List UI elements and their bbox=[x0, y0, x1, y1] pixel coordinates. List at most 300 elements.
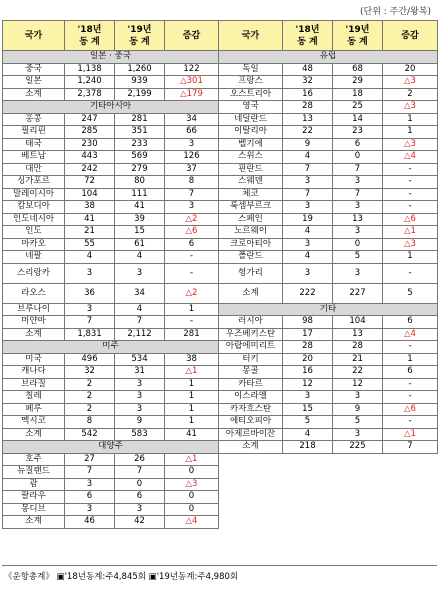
change-cell: 1 bbox=[165, 378, 219, 391]
2019-value-cell: 7 bbox=[115, 466, 165, 479]
change-cell: - bbox=[165, 263, 219, 283]
2018-value-cell: 38 bbox=[65, 201, 115, 214]
2019-value-cell: 534 bbox=[115, 353, 165, 366]
2018-value-cell: 4 bbox=[283, 251, 333, 264]
change-cell: 1 bbox=[383, 113, 438, 126]
2018-value-cell: 46 bbox=[65, 516, 115, 529]
header-2019 bbox=[333, 21, 383, 51]
country-row bbox=[219, 226, 438, 239]
2019-value-cell: 2,112 bbox=[115, 328, 165, 341]
region-group-row bbox=[219, 303, 438, 316]
change-cell: 126 bbox=[165, 151, 219, 164]
2018-value-cell: 98 bbox=[283, 316, 333, 329]
footer-divider bbox=[2, 565, 437, 566]
region-label: 기타 bbox=[219, 303, 438, 316]
country-cell: 미국 bbox=[3, 353, 65, 366]
2018-value-cell: 7 bbox=[283, 188, 333, 201]
country-cell: 몽골 bbox=[219, 366, 283, 379]
change-cell: - bbox=[383, 176, 438, 189]
2019-value-cell: 26 bbox=[115, 453, 165, 466]
2019-value-cell: 21 bbox=[333, 353, 383, 366]
header-2019 bbox=[115, 21, 165, 51]
2018-value-cell: 28 bbox=[283, 101, 333, 114]
total-flights-footer: 《운항총계》 ▣'18년동계:주4,845회 ▣'19년동계:주4,980회 bbox=[4, 572, 239, 582]
2019-value-cell: 3 bbox=[115, 503, 165, 516]
country-cell: 베트남 bbox=[3, 151, 65, 164]
2018-value-cell: 13 bbox=[283, 113, 333, 126]
2018-value-cell: 16 bbox=[283, 88, 333, 101]
2018-value-cell: 15 bbox=[283, 403, 333, 416]
change-cell: 41 bbox=[165, 428, 219, 441]
header-2018 bbox=[65, 21, 115, 51]
2018-value-cell: 32 bbox=[283, 76, 333, 89]
change-cell: △301 bbox=[165, 76, 219, 89]
country-cell: 체코 bbox=[219, 188, 283, 201]
country-row bbox=[219, 238, 438, 251]
country-cell: 아랍에미리트 bbox=[219, 341, 283, 354]
2018-value-cell: 41 bbox=[65, 213, 115, 226]
subtotal-row bbox=[219, 441, 438, 454]
country-row bbox=[219, 316, 438, 329]
2019-value-cell: 13 bbox=[333, 213, 383, 226]
2019-value-cell: 23 bbox=[333, 126, 383, 139]
country-row bbox=[3, 213, 219, 226]
change-cell: 7 bbox=[383, 441, 438, 454]
header-year: '18년 bbox=[295, 24, 320, 35]
region-label: 유럽 bbox=[219, 51, 438, 64]
region-group-row bbox=[3, 341, 219, 354]
country-cell: 괌 bbox=[3, 478, 65, 491]
country-cell: 프랑스 bbox=[219, 76, 283, 89]
subtotal-row bbox=[3, 428, 219, 441]
change-cell: 66 bbox=[165, 126, 219, 139]
country-row bbox=[3, 138, 219, 151]
2019-value-cell: 6 bbox=[115, 491, 165, 504]
country-row bbox=[3, 316, 219, 329]
country-cell: 소계 bbox=[3, 516, 65, 529]
change-cell: 122 bbox=[165, 63, 219, 76]
region-group-row bbox=[3, 441, 219, 454]
2018-value-cell: 6 bbox=[65, 491, 115, 504]
2019-value-cell: 29 bbox=[333, 76, 383, 89]
region-group-row bbox=[3, 101, 219, 114]
country-cell: 스위스 bbox=[219, 151, 283, 164]
country-cell: 아제르바이잔 bbox=[219, 428, 283, 441]
change-cell: 3 bbox=[165, 201, 219, 214]
2018-value-cell: 496 bbox=[65, 353, 115, 366]
2019-value-cell: 15 bbox=[115, 226, 165, 239]
2018-value-cell: 443 bbox=[65, 151, 115, 164]
change-cell: △1 bbox=[165, 453, 219, 466]
2018-value-cell: 3 bbox=[65, 303, 115, 316]
country-row bbox=[219, 263, 438, 283]
change-cell: △3 bbox=[165, 478, 219, 491]
country-row bbox=[219, 101, 438, 114]
2018-value-cell: 285 bbox=[65, 126, 115, 139]
2018-value-cell: 3 bbox=[283, 391, 333, 404]
subtotal-row bbox=[3, 328, 219, 341]
country-row bbox=[219, 341, 438, 354]
country-cell: 이스라엘 bbox=[219, 391, 283, 404]
country-row bbox=[219, 251, 438, 264]
2018-value-cell: 222 bbox=[283, 283, 333, 303]
country-cell: 칠레 bbox=[3, 391, 65, 404]
country-cell: 폴란드 bbox=[219, 251, 283, 264]
country-row bbox=[3, 503, 219, 516]
2019-value-cell: 3 bbox=[333, 226, 383, 239]
2018-value-cell: 2 bbox=[65, 403, 115, 416]
change-cell: 6 bbox=[383, 316, 438, 329]
change-cell: 1 bbox=[383, 353, 438, 366]
2018-value-cell: 20 bbox=[283, 353, 333, 366]
2019-value-cell: 5 bbox=[333, 416, 383, 429]
country-row bbox=[3, 251, 219, 264]
header-country: 국가 bbox=[219, 21, 283, 51]
country-row bbox=[3, 226, 219, 239]
change-cell: 1 bbox=[165, 416, 219, 429]
country-cell: 이탈리아 bbox=[219, 126, 283, 139]
2019-value-cell: 9 bbox=[115, 416, 165, 429]
change-cell: △3 bbox=[383, 138, 438, 151]
country-row bbox=[219, 403, 438, 416]
region-label: 대양주 bbox=[3, 441, 219, 454]
2019-value-cell: 939 bbox=[115, 76, 165, 89]
2018-value-cell: 3 bbox=[283, 201, 333, 214]
2019-value-cell: 104 bbox=[333, 316, 383, 329]
2018-value-cell: 2 bbox=[65, 391, 115, 404]
change-cell: △2 bbox=[165, 213, 219, 226]
country-cell: 인도네시아 bbox=[3, 213, 65, 226]
country-row bbox=[3, 188, 219, 201]
country-cell: 팔라우 bbox=[3, 491, 65, 504]
change-cell: 0 bbox=[165, 491, 219, 504]
country-row bbox=[219, 366, 438, 379]
country-cell: 마카오 bbox=[3, 238, 65, 251]
2019-value-cell: 3 bbox=[333, 263, 383, 283]
change-cell: - bbox=[165, 316, 219, 329]
2018-value-cell: 104 bbox=[65, 188, 115, 201]
country-cell: 페루 bbox=[3, 403, 65, 416]
2019-value-cell: 18 bbox=[333, 88, 383, 101]
2018-value-cell: 7 bbox=[283, 163, 333, 176]
2019-value-cell: 3 bbox=[115, 263, 165, 283]
header-season: 동 계 bbox=[79, 36, 100, 47]
2018-value-cell: 19 bbox=[283, 213, 333, 226]
country-cell: 호주 bbox=[3, 453, 65, 466]
2019-value-cell: 569 bbox=[115, 151, 165, 164]
country-cell: 뉴질랜드 bbox=[3, 466, 65, 479]
change-cell: 34 bbox=[165, 113, 219, 126]
2019-value-cell: 3 bbox=[115, 378, 165, 391]
2019-value-cell: 0 bbox=[115, 478, 165, 491]
2019-value-cell: 3 bbox=[333, 391, 383, 404]
country-row bbox=[3, 163, 219, 176]
2019-value-cell: 281 bbox=[115, 113, 165, 126]
change-cell: 1 bbox=[383, 251, 438, 264]
country-row bbox=[219, 63, 438, 76]
change-cell: △6 bbox=[383, 403, 438, 416]
country-cell: 우즈베키스탄 bbox=[219, 328, 283, 341]
header-row bbox=[219, 21, 438, 51]
country-row bbox=[3, 466, 219, 479]
2019-value-cell: 61 bbox=[115, 238, 165, 251]
2019-value-cell: 583 bbox=[115, 428, 165, 441]
country-cell: 브라질 bbox=[3, 378, 65, 391]
change-cell: 38 bbox=[165, 353, 219, 366]
country-row bbox=[219, 176, 438, 189]
2019-value-cell: 225 bbox=[333, 441, 383, 454]
country-row bbox=[3, 151, 219, 164]
country-row bbox=[219, 428, 438, 441]
change-cell: △1 bbox=[165, 366, 219, 379]
country-cell: 홍콩 bbox=[3, 113, 65, 126]
country-cell: 러시아 bbox=[219, 316, 283, 329]
2019-value-cell: 39 bbox=[115, 213, 165, 226]
header-year: '19년 bbox=[345, 24, 370, 35]
2018-value-cell: 1,831 bbox=[65, 328, 115, 341]
region-group-row bbox=[219, 51, 438, 64]
change-cell: 8 bbox=[165, 176, 219, 189]
2019-value-cell: 1,260 bbox=[115, 63, 165, 76]
change-cell: - bbox=[383, 188, 438, 201]
2019-value-cell: 25 bbox=[333, 101, 383, 114]
2018-value-cell: 7 bbox=[65, 466, 115, 479]
country-row bbox=[3, 283, 219, 303]
country-cell: 소계 bbox=[3, 328, 65, 341]
2019-value-cell: 22 bbox=[333, 366, 383, 379]
country-row bbox=[3, 403, 219, 416]
2019-value-cell: 0 bbox=[333, 238, 383, 251]
change-cell: 20 bbox=[383, 63, 438, 76]
country-cell: 에티오피아 bbox=[219, 416, 283, 429]
change-cell: 0 bbox=[165, 466, 219, 479]
2018-value-cell: 12 bbox=[283, 378, 333, 391]
change-cell: 3 bbox=[165, 138, 219, 151]
2018-value-cell: 1,138 bbox=[65, 63, 115, 76]
change-cell: 7 bbox=[165, 188, 219, 201]
2018-value-cell: 16 bbox=[283, 366, 333, 379]
change-cell: △179 bbox=[165, 88, 219, 101]
2019-value-cell: 68 bbox=[333, 63, 383, 76]
country-cell: 소계 bbox=[3, 428, 65, 441]
header-season: 동 계 bbox=[347, 36, 368, 47]
change-cell: - bbox=[383, 263, 438, 283]
change-cell: 1 bbox=[165, 403, 219, 416]
header-change: 증감 bbox=[165, 21, 219, 51]
country-cell: 영국 bbox=[219, 101, 283, 114]
change-cell: △4 bbox=[383, 328, 438, 341]
country-cell: 룩셈부르크 bbox=[219, 201, 283, 214]
2018-value-cell: 4 bbox=[283, 151, 333, 164]
change-cell: 6 bbox=[383, 366, 438, 379]
2018-value-cell: 28 bbox=[283, 341, 333, 354]
2018-value-cell: 27 bbox=[65, 453, 115, 466]
change-cell: - bbox=[383, 416, 438, 429]
change-cell: △6 bbox=[165, 226, 219, 239]
2019-value-cell: 4 bbox=[115, 251, 165, 264]
2018-value-cell: 3 bbox=[65, 478, 115, 491]
2018-value-cell: 55 bbox=[65, 238, 115, 251]
country-row bbox=[3, 126, 219, 139]
change-cell: △4 bbox=[383, 151, 438, 164]
country-cell: 캐나다 bbox=[3, 366, 65, 379]
header-row bbox=[3, 21, 219, 51]
2019-value-cell: 227 bbox=[333, 283, 383, 303]
country-row bbox=[3, 391, 219, 404]
change-cell: - bbox=[383, 163, 438, 176]
2018-value-cell: 2,378 bbox=[65, 88, 115, 101]
header-year: '19년 bbox=[127, 24, 152, 35]
country-cell: 소계 bbox=[3, 88, 65, 101]
2018-value-cell: 3 bbox=[283, 238, 333, 251]
region-group-row bbox=[3, 51, 219, 64]
change-cell: - bbox=[383, 341, 438, 354]
country-row bbox=[219, 188, 438, 201]
country-cell: 노르웨이 bbox=[219, 226, 283, 239]
2018-value-cell: 48 bbox=[283, 63, 333, 76]
country-row bbox=[219, 163, 438, 176]
change-cell: △4 bbox=[165, 516, 219, 529]
2019-value-cell: 0 bbox=[333, 151, 383, 164]
country-cell: 미얀마 bbox=[3, 316, 65, 329]
change-cell: 2 bbox=[383, 88, 438, 101]
country-cell: 말레이시아 bbox=[3, 188, 65, 201]
2018-value-cell: 3 bbox=[65, 503, 115, 516]
country-cell: 스웨덴 bbox=[219, 176, 283, 189]
2018-value-cell: 3 bbox=[283, 263, 333, 283]
country-row bbox=[3, 491, 219, 504]
country-row bbox=[3, 263, 219, 283]
2018-value-cell: 3 bbox=[283, 176, 333, 189]
country-cell: 캄보디아 bbox=[3, 201, 65, 214]
2018-value-cell: 242 bbox=[65, 163, 115, 176]
region-label: 일본 · 중국 bbox=[3, 51, 219, 64]
country-row bbox=[3, 238, 219, 251]
country-row bbox=[219, 328, 438, 341]
country-row bbox=[3, 478, 219, 491]
country-cell: 스리랑카 bbox=[3, 263, 65, 283]
country-cell: 라오스 bbox=[3, 283, 65, 303]
country-cell: 멕시코 bbox=[3, 416, 65, 429]
2019-value-cell: 3 bbox=[333, 176, 383, 189]
country-cell: 싱가포르 bbox=[3, 176, 65, 189]
2019-value-cell: 41 bbox=[115, 201, 165, 214]
2019-value-cell: 42 bbox=[115, 516, 165, 529]
country-cell: 스페인 bbox=[219, 213, 283, 226]
country-cell: 필리핀 bbox=[3, 126, 65, 139]
2019-value-cell: 12 bbox=[333, 378, 383, 391]
country-cell: 네팔 bbox=[3, 251, 65, 264]
change-cell: - bbox=[383, 378, 438, 391]
country-row bbox=[3, 453, 219, 466]
region-label: 기타아시아 bbox=[3, 101, 219, 114]
change-cell: △3 bbox=[383, 76, 438, 89]
country-row bbox=[3, 378, 219, 391]
country-cell: 인도 bbox=[3, 226, 65, 239]
change-cell: △6 bbox=[383, 213, 438, 226]
subtotal-row bbox=[3, 516, 219, 529]
country-row bbox=[3, 176, 219, 189]
2019-value-cell: 7 bbox=[333, 163, 383, 176]
change-cell: △3 bbox=[383, 238, 438, 251]
country-cell: 카자흐스탄 bbox=[219, 403, 283, 416]
change-cell: 1 bbox=[165, 391, 219, 404]
2019-value-cell: 28 bbox=[333, 341, 383, 354]
change-cell: 0 bbox=[165, 503, 219, 516]
2018-value-cell: 22 bbox=[283, 126, 333, 139]
country-row bbox=[3, 113, 219, 126]
country-cell: 대만 bbox=[3, 163, 65, 176]
country-row bbox=[3, 303, 219, 316]
country-row bbox=[219, 201, 438, 214]
change-cell: - bbox=[383, 201, 438, 214]
subtotal-row bbox=[3, 88, 219, 101]
2019-value-cell: 7 bbox=[333, 188, 383, 201]
country-cell: 카타르 bbox=[219, 378, 283, 391]
2019-value-cell: 3 bbox=[333, 201, 383, 214]
change-cell: 1 bbox=[383, 126, 438, 139]
country-cell: 터키 bbox=[219, 353, 283, 366]
country-cell: 독일 bbox=[219, 63, 283, 76]
country-cell: 브루나이 bbox=[3, 303, 65, 316]
country-row bbox=[3, 353, 219, 366]
change-cell: △1 bbox=[383, 428, 438, 441]
2019-value-cell: 2,199 bbox=[115, 88, 165, 101]
2019-value-cell: 4 bbox=[115, 303, 165, 316]
country-row bbox=[219, 126, 438, 139]
country-cell: 태국 bbox=[3, 138, 65, 151]
2019-value-cell: 34 bbox=[115, 283, 165, 303]
2018-value-cell: 542 bbox=[65, 428, 115, 441]
country-row bbox=[219, 138, 438, 151]
2019-value-cell: 111 bbox=[115, 188, 165, 201]
country-cell: 헝가리 bbox=[219, 263, 283, 283]
country-row bbox=[3, 201, 219, 214]
country-cell: 오스트리아 bbox=[219, 88, 283, 101]
2018-value-cell: 21 bbox=[65, 226, 115, 239]
country-row bbox=[3, 63, 219, 76]
country-row bbox=[219, 391, 438, 404]
2018-value-cell: 36 bbox=[65, 283, 115, 303]
subtotal-row bbox=[219, 283, 438, 303]
country-cell: 크로아티아 bbox=[219, 238, 283, 251]
2019-value-cell: 7 bbox=[115, 316, 165, 329]
2018-value-cell: 4 bbox=[283, 428, 333, 441]
header-change: 증감 bbox=[383, 21, 438, 51]
country-row bbox=[219, 88, 438, 101]
change-cell: - bbox=[165, 251, 219, 264]
2018-value-cell: 3 bbox=[65, 263, 115, 283]
unit-label: (단위 : 주간/왕복) bbox=[360, 7, 431, 17]
2018-value-cell: 32 bbox=[65, 366, 115, 379]
2018-value-cell: 218 bbox=[283, 441, 333, 454]
region-label: 미주 bbox=[3, 341, 219, 354]
2018-value-cell: 72 bbox=[65, 176, 115, 189]
country-row bbox=[219, 353, 438, 366]
2018-value-cell: 4 bbox=[65, 251, 115, 264]
2018-value-cell: 5 bbox=[283, 416, 333, 429]
change-cell: 6 bbox=[165, 238, 219, 251]
2019-value-cell: 279 bbox=[115, 163, 165, 176]
country-row bbox=[219, 113, 438, 126]
2019-value-cell: 351 bbox=[115, 126, 165, 139]
2019-value-cell: 14 bbox=[333, 113, 383, 126]
header-season: 동 계 bbox=[129, 36, 150, 47]
2018-value-cell: 4 bbox=[283, 226, 333, 239]
country-cell: 몽디브 bbox=[3, 503, 65, 516]
2019-value-cell: 6 bbox=[333, 138, 383, 151]
change-cell: 5 bbox=[383, 283, 438, 303]
